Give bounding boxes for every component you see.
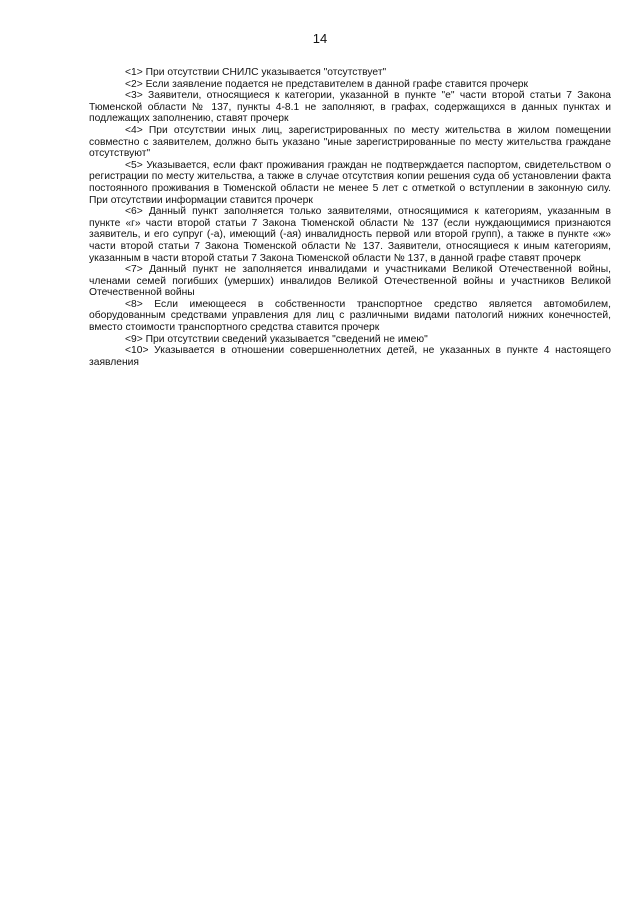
footnote-8: <8> Если имеющееся в собственности транспортное средство является автомобилем, оборудованным средствами управления для лиц с различными видами патологий нижних конечностей, вместо стоимости транспортного средства ставится прочерк — [89, 298, 611, 334]
footnote-1: <1> При отсутствии СНИЛС указывается "отсутствует" — [125, 67, 387, 78]
footnote-10: <10> Указывается в отношении совершеннолетних детей, не указанных в пункте 4 настоящего заявления — [89, 345, 611, 368]
footnote-6: <6> Данный пункт заполняется только заявителями, относящимися к категориям, указанным в пункте «г» части второй статьи 7 Закона Тюменской области № 137 (если нуждающимися признаются заявитель, и его супруг (-а), имеющий (-ая) инвалидность первой или второй групп), а также в пункте «ж» части второй статьи 7 Закона Тюменской области № 137. Заявители, относящиеся к иным категориям, указанным в части второй статьи 7 Закона Тюменской области № 137, в данной графе ставят прочерк — [89, 206, 611, 264]
footnote-9: <9> При отсутствии сведений указывается "сведений не имею" — [125, 333, 428, 345]
footnote-7: <7> Данный пункт не заполняется инвалидами и участниками Великой Отечественной войны, членами семей погибших (умерших) инвалидов Великой Отечественной войны и участников Великой Отечественной войны — [89, 264, 611, 299]
footnote-2: <2> Если заявление подается не представителем в данной графе ставится прочерк — [125, 78, 529, 90]
page-number: 14 — [312, 31, 328, 46]
footnote-3: <3> Заявители, относящиеся к категории, указанной в пункте "е" части второй статьи 7 Закона Тюменской области № 137, пункты 4-8.1 не заполняют, в графах, содержащихся в данных пунктах и подлежащих заполнению, ставят прочерк — [89, 90, 611, 125]
footnote-5: <5> Указывается, если факт проживания граждан не подтверждается паспортом, свидетельством о регистрации по месту жительства, а также в случае отсутствия копии решения суда об установлении факта постоянного проживания в Тюменской области не менее 5 лет с отметкой о вступлении в законную силу. При отсутствии информации ставится прочерк — [89, 159, 611, 206]
footnote-4: <4> При отсутствии иных лиц, зарегистрированных по месту жительства в жилом помещении совместно с заявителем, должно быть указано "иные зарегистрированные по месту жительства граждане отсутствуют" — [89, 124, 611, 160]
footnotes-section — [89, 67, 611, 368]
